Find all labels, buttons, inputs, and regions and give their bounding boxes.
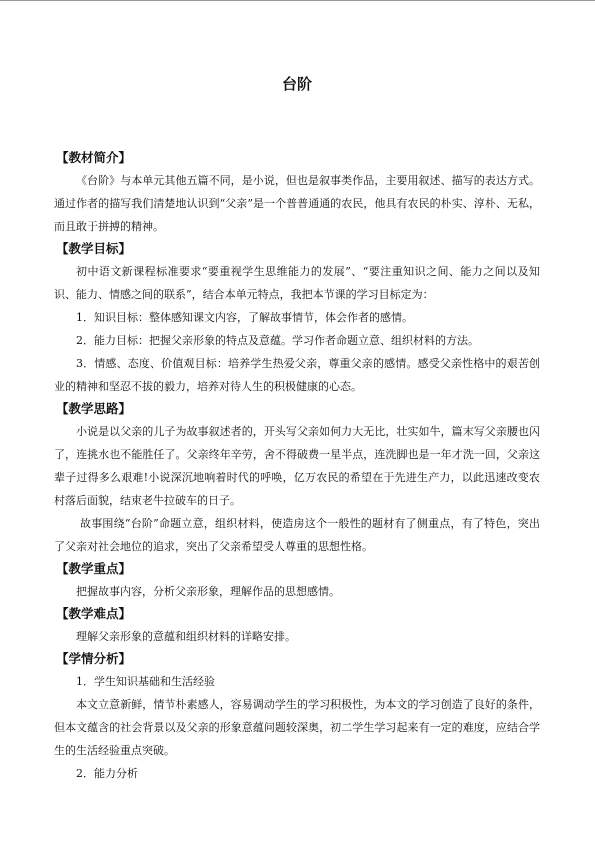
goals-paragraph: 初中语文新课程标准要求“要重视学生思维能力的发展”、“要注重知识之间、能力之间以及知识、能力、情感之间的联系”，结合本单元特点，我把本节课的学习目标定为： xyxy=(54,265,540,301)
goal-item-knowledge: 1．知识目标：整体感知课文内容，了解故事情节，体会作者的感情。 xyxy=(76,311,413,324)
section-heading-ideas: 【教学思路】 xyxy=(56,401,132,416)
analysis-paragraph: 本文立意新鲜，情节朴素感人，容易调动学生的学习积极性，为本文的学习创造了良好的条件，但本文蕴含的社会背景以及父亲的形象意蕴问题较深奥，初二学生学习起来有一定的难度，应结合学生的生活经验重点突破。 xyxy=(54,698,540,757)
section-heading-difficulty: 【教学难点】 xyxy=(56,606,132,621)
goal-item-emotion: 3．情感、态度、价值观目标：培养学生热爱父亲，尊重父亲的感情。感受父亲性格中的艰苦创业的精神和坚忍不拔的毅力，培养对待人生的积极健康的心态。 xyxy=(54,357,540,393)
document-page xyxy=(54,73,540,785)
section-heading-intro: 【教材简介】 xyxy=(56,150,132,165)
page-title: 台阶 xyxy=(281,75,312,93)
goal-item-ability: 2．能力目标：把握父亲形象的特点及意蕴。学习作者命题立意、组织材料的方法。 xyxy=(76,334,479,347)
ideas-paragraph-1: 小说是以父亲的儿子为故事叙述者的，开头写父亲如何力大无比，壮实如牛，篇末写父亲腰也闪了，连挑水也不能胜任了。父亲终年辛劳，舍不得破费一星半点，连洗脚也是一年才洗一回，父亲这辈子过得多么艰难!小说深沉地响着时代的呼唤，亿万农民的希望在于先进生产力，以此迅速改变农村落后面貌，结束老牛拉破车的日子。 xyxy=(54,425,540,507)
section-heading-key: 【教学重点】 xyxy=(56,561,132,576)
section-heading-goals: 【教学目标】 xyxy=(56,241,132,256)
difficulty-paragraph: 理解父亲形象的意蕴和组织材料的详略安排。 xyxy=(76,630,296,643)
key-paragraph: 把握故事内容，分析父亲形象，理解作品的思想感情。 xyxy=(76,585,340,598)
ideas-paragraph-2: 故事围绕“台阶”命题立意，组织材料，使造房这个一般性的题材有了侧重点，有了特色，突出了父亲对社会地位的追求，突出了父亲希望受人尊重的思想性格。 xyxy=(54,517,540,553)
analysis-subheading-1: 1．学生知识基础和生活经验 xyxy=(76,675,215,688)
intro-paragraph: 《台阶》与本单元其他五篇不同，是小说，但也是叙事类作品，主要用叙述、描写的表达方式。通过作者的描写我们清楚地认识到“父亲”是一个普普通通的农民，他具有农民的朴实、淳朴、无私，而且敢于拼搏的精神。 xyxy=(54,174,540,233)
page-top-border xyxy=(0,0,595,1)
analysis-subheading-2: 2．能力分析 xyxy=(76,767,138,780)
section-heading-analysis: 【学情分析】 xyxy=(56,651,132,666)
